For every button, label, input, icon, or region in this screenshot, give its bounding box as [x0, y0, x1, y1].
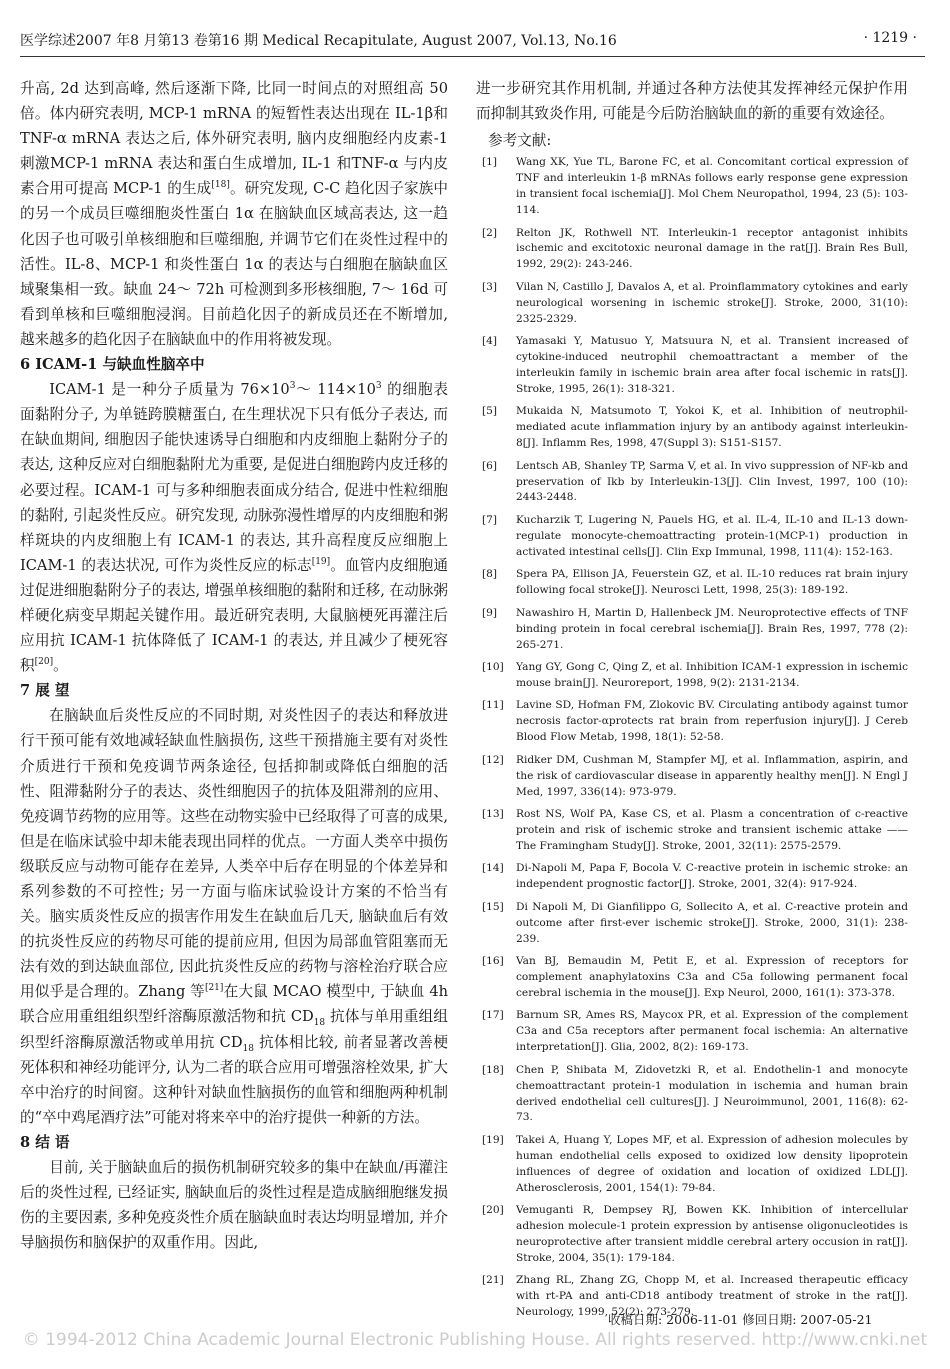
section-heading-6: 6 ICAM-1 与缺血性脑卒中: [20, 356, 205, 374]
reference-text: Vilan N, Castillo J, Davalos A, et al. Proinflammatory cytokines and early neurological worsening in ischemic stroke[J]. Stroke, 2000, 31(10): 2325-2329.: [516, 280, 908, 325]
reference-number: [15]: [482, 900, 504, 913]
running-title: 医学综述2007 年8 月第13 卷第16 期 Medical Recapitulate, August 2007, Vol.13, No.16: [20, 33, 617, 49]
citation: [20]: [34, 657, 54, 668]
reference-text: Di-Napoli M, Papa F, Bocola V. C-reactive protein in ischemic stroke: an independent prognostic factor[J]. Stroke, 2001, 32(4): 917-924.: [516, 862, 908, 891]
reference-item: [476, 861, 908, 893]
right-column: [476, 76, 908, 1328]
reference-number: [21]: [482, 1274, 504, 1287]
reference-text: Chen P, Shibata M, Zidovetzki R, et al. Endothelin-1 and monocyte chemoattractant protein-1 modulation in ischemia and human brain derived endothelial cell cultures[J]. J Neuroimmunol, 2001, 116(8): 62-73.: [516, 1063, 908, 1124]
reference-item: [476, 606, 908, 654]
reference-text: Yamasaki Y, Matusuo Y, Matsuura N, et al. Transient increased of cytokine-induced neutrophil chemoattractant a member of the interleukin family in ischemic brain area after focal ischemic in rats[J]. Stroke, 1995, 26(1): 318-321.: [516, 335, 908, 395]
section-heading-8: 8 结 语: [20, 1133, 70, 1151]
reference-number: [18]: [482, 1063, 504, 1076]
reference-number: [9]: [482, 606, 498, 619]
reference-text: Rost NS, Wolf PA, Kase CS, et al. Plasm a concentration of c-reactive protein and risk of ischemic stroke and transient ischemic attake —— The Framingham Study[J]. Stroke, 2001, 32(11): 2575-2579.: [516, 808, 908, 852]
reference-number: [11]: [482, 699, 504, 712]
reference-number: [12]: [482, 753, 504, 766]
reference-item: [476, 513, 908, 561]
citation: [21]: [204, 983, 224, 994]
paragraph-chemokines: 升高, 2d 达到高峰, 然后逐渐下降, 比同一时间点的对照组高 50 倍。体内研究表明, MCP-1 mRNA 的短暂性表达出现在 IL-1β和TNF-α mRNA 表达之后, 体外研究表明, 脑内皮细胞经内皮素-1 刺激MCP-1 mRNA 表达和蛋白生成增加, IL-1 和TNF-α 与内皮素合用可提高 MCP-1 的生成[18]。研究发现, C-C 趋化因子家族中的另一个成员巨噬细胞炎性蛋白 1α 在脑缺血区域高表达, 这一趋化因子也可吸引单核细胞和巨噬细胞, 并调节它们在炎性过程中的活性。IL-8、MCP-1 和炎性蛋白 1α 的表达与白细胞在脑缺血区域聚集相一致。缺血 24～ 72h 可检测到多形核细胞, 7～ 16d 可看到单核和巨噬细胞浸润。目前趋化因子的新成员还在不断增加, 越来越多的趋化因子在脑缺血中的作用将被发现。: [20, 80, 449, 348]
reference-text: Takei A, Huang Y, Lopes MF, et al. Expression of adhesion molecules by human endothelial cells exposed to oxidized low density lipoprotein influences of degree of oxidation and location of oxidized LDL[J]. Atherosclerosis, 2001, 154(1): 79-84.: [516, 1133, 908, 1194]
reference-item: [476, 226, 908, 274]
reference-item: [476, 954, 908, 1002]
reference-number: [7]: [482, 513, 498, 526]
reference-text: Kucharzik T, Lugering N, Pauels HG, et al. IL-4, IL-10 and IL-13 down-regulate monocyte-chemoattracting protein-1(MCP-1) production in activated intestinal cells[J]. Clin Exp Immunal, 1998, 111(4): 152-163.: [516, 513, 908, 558]
reference-text: Lentsch AB, Shanley TP, Sarma V, et al. In vivo suppression of NF-kb and preservation of Ikb by Interleukin-13[J]. Clin Invest, 1997, 100 (10): 2443-2448.: [516, 459, 908, 504]
reference-number: [5]: [482, 405, 498, 418]
reference-text: Relton JK, Rothwell NT. Interleukin-1 receptor antagonist inhibits ischemic and excitotoxic neuronal damage in the rat[J]. Brain Res Bull, 1992, 29(2): 243-246.: [516, 226, 908, 271]
citation: [19]: [311, 556, 331, 567]
reference-text: Wang XK, Yue TL, Barone FC, et al. Concomitant cortical expression of TNF and interleukin 1-β mRNAs follows early response gene expression in transient focal ischemia[J]. Mol Chem Neuropathol, 1994, 23 (5): 103-114.: [516, 156, 908, 216]
reference-text: Lavine SD, Hofman FM, Zlokovic BV. Circulating antibody against tumor necrosis factor-αprotects rat brain from reperfusion injury[J]. J Cereb Blood Flow Metab, 1998, 18(1): 52-58.: [516, 699, 908, 744]
reference-text: Mukaida N, Matsumoto T, Yokoi K, et al. Inhibition of neutrophil-mediated acute inflammation injury by an antibody against interleukin-8[J]. Inflamm Res, 1998, 47(Suppl 3): S151-S157.: [516, 405, 908, 450]
reference-item: [476, 660, 908, 692]
paragraph-conclusion: 目前, 关于脑缺血后的损伤机制研究较多的集中在缺血/再灌注后的炎性过程, 已经证实, 脑缺血后的炎性过程是造成脑细胞继发损伤的主要因素, 多种免疫炎性介质在脑缺血时表达均明显增加, 并介导脑损伤和脑保护的双重作用。因此,: [20, 1159, 448, 1252]
reference-list: [476, 155, 908, 1321]
reference-item: [476, 1203, 908, 1267]
page-number: · 1219 ·: [863, 30, 917, 46]
reference-text: Ridker DM, Cushman M, Stampfer MJ, et al. Inflammation, aspirin, and the risk of cardiovascular disease in apparently healthy men[J]. N Engl J Med, 1997, 336(14): 973-979.: [516, 753, 908, 798]
paragraph-outlook: 在脑缺血后炎性反应的不同时期, 对炎性因子的表达和释放进行干预可能有效地减轻缺血性脑损伤, 这些干预措施主要有对炎性介质进行干预和免疫调节两条途径, 包括抑制或降低白细胞的活性、阻滞黏附分子的表达、炎性细胞因子的抗体及阻滞剂的应用、免疫调节药物的应用等。这些在动物实验中已经取得了可喜的成果, 但是在临床试验中却未能表现出同样的优点。一方面人类卒中损伤级联反应与动物可能存在差异, 人类卒中后存在明显的个体差异和系列参数的不可控性; 另一方面与临床试验设计方案的不恰当有关。脑实质炎性反应的损害作用发生在缺血后几天, 脑缺血后有效的抗炎性反应的药物尽可能的提前应用, 但因为局部血管阻塞而无法有效的到达缺血部位, 因此抗炎性反应的药物与溶栓治疗联合应用似乎是合理的。Zhang 等[21]在大鼠 MCAO 模型中, 于缺血 4h 联合应用重组组织型纤溶酶原激活物和抗 $CD_{18}$ 抗体与单用重组组织型纤溶酶原激活物或单用抗 $CD_{18}$ 抗体相比较, 前者显著改善梗死体积和神经功能评分, 认为二者的联合应用可增强溶栓效果, 扩大卒中治疗的时间窗。这种针对缺血性脑损伤的血管和细胞两种机制的“卒中鸡尾酒疗法”可能对将来卒中的治疗提供一种新的方法。: [20, 707, 449, 1126]
reference-number: [10]: [482, 661, 504, 673]
reference-item: [476, 280, 908, 328]
reference-item: [476, 155, 908, 219]
reference-item: [476, 900, 908, 948]
reference-text: Van BJ, Bemaudin M, Petit E, et al. Expression of receptors for complement anaphylatoxins C3a and C5a following permanent focal cerebral ischemia in the mouse[J]. Exp Neurol, 2000, 161(1): 373-378.: [516, 955, 908, 999]
reference-text: Di Napoli M, Di Gianfilippo G, Sollecito A, et al. C-reactive protein and outcome after first-ever ischemic stroke[J]. Stroke, 2000, 31(1): 238-239.: [516, 900, 908, 945]
citation: [18]: [211, 180, 230, 191]
reference-item: [476, 567, 908, 599]
reference-item: [476, 1133, 908, 1197]
reference-text: Nawashiro H, Martin D, Hallenbeck JM. Neuroprotective effects of TNF binding protein in focal cerebral ischemia[J]. Brain Res, 1997, 778 (2): 265-271.: [516, 606, 908, 651]
reference-number: [1]: [482, 156, 498, 169]
reference-number: [13]: [482, 808, 504, 821]
reference-number: [20]: [482, 1204, 504, 1217]
reference-item: [476, 404, 908, 452]
copyright-footer: © 1994-2012 China Academic Journal Electronic Publishing House. All rights reserved. http://www.cnki.net: [22, 1330, 928, 1350]
reference-text: Vemuganti R, Dempsey RJ, Bowen KK. Inhibition of intercellular adhesion molecule-1 protein expression by antisense oligonucleotides is neuroprotective after transient middle cerebral artery occusion in rat[J]. Stroke, 2004, 35(1): 179-184.: [516, 1204, 908, 1264]
reference-text: Zhang RL, Zhang ZG, Chopp M, et al. Increased therapeutic efficacy with rt-PA and anti-CD18 antibody treatment of stroke in the rat[J]. Neurology, 1999, 52(2): 273-279.: [516, 1274, 908, 1319]
reference-text: Spera PA, Ellison JA, Feuerstein GZ, et al. IL-10 reduces rat brain injury following focal stroke[J]. Neurosci Lett, 1998, 25(3): 189-192.: [516, 568, 908, 597]
reference-number: [19]: [482, 1133, 504, 1146]
reference-item: [476, 1063, 908, 1127]
reference-item: [476, 753, 908, 801]
reference-number: [16]: [482, 955, 504, 968]
reference-number: [6]: [482, 459, 498, 472]
reference-number: [8]: [482, 568, 498, 581]
header-rule: [20, 56, 925, 57]
reference-text: Barnum SR, Ames RS, Maycox PR, et al. Expression of the complement C3a and C5a receptors after permanent focal ischemia: An alternative interpretation[J]. Glia, 2002, 8(2): 169-173.: [516, 1009, 908, 1054]
section-heading-7: 7 展 望: [20, 682, 70, 700]
reference-item: [476, 807, 908, 855]
reference-number: [17]: [482, 1009, 504, 1022]
paragraph-conclusion-continued: 进一步研究其作用机制, 并通过各种方法使其发挥神经元保护作用而抑制其致炎作用, 可能是今后防治脑缺血的新的重要有效途径。: [476, 80, 908, 123]
reference-number: [2]: [482, 226, 498, 239]
reference-number: [4]: [482, 335, 498, 348]
reference-item: [476, 334, 908, 398]
reference-number: [3]: [482, 280, 498, 293]
received-revised-dates: 收稿日期: 2006-11-01 修回日期: 2007-05-21: [608, 1312, 873, 1327]
reference-number: [14]: [482, 862, 504, 875]
reference-item: [476, 459, 908, 507]
references-heading: 参考文献:: [488, 132, 552, 150]
left-column: [20, 76, 448, 1255]
reference-item: [476, 698, 908, 746]
reference-item: [476, 1008, 908, 1056]
reference-text: Yang GY, Gong C, Qing Z, et al. Inhibition ICAM-1 expression in ischemic mouse brain[J]. Neuroreport, 1998, 9(2): 2131-2134.: [516, 661, 908, 689]
paragraph-icam1: ICAM-1 是一种分子质量为 $76\times 10^3\sim$ $114\times 10^3$ 的细胞表面黏附分子, 为单链跨膜糖蛋白, 在生理状况下只有低分子表达, 而在缺血期间, 细胞因子能快速诱导白细胞和内皮细胞上黏附分子的表达, 这种反应对白细胞黏附尤为重要, 是促进白细胞跨内皮迁移的必要过程。ICAM-1 可与多种细胞表面成分结合, 促进中性粒细胞的黏附, 引起炎性反应。研究发现, 动脉弥漫性增厚的内皮细胞和粥样斑块的内皮细胞上有 ICAM-1 的表达, 其升高程度反应细胞上 ICAM-1 的表达状况, 可作为炎性反应的标志[19]。血管内皮细胞通过促进细胞黏附分子的表达, 增强单核细胞的黏附和迁移, 在动脉粥样硬化病变早期起关键作用。最近研究表明, 大鼠脑梗死再灌注后应用抗 ICAM-1 抗体降低了 ICAM-1 的表达, 并且减少了梗死容积[20]。: [20, 381, 448, 675]
